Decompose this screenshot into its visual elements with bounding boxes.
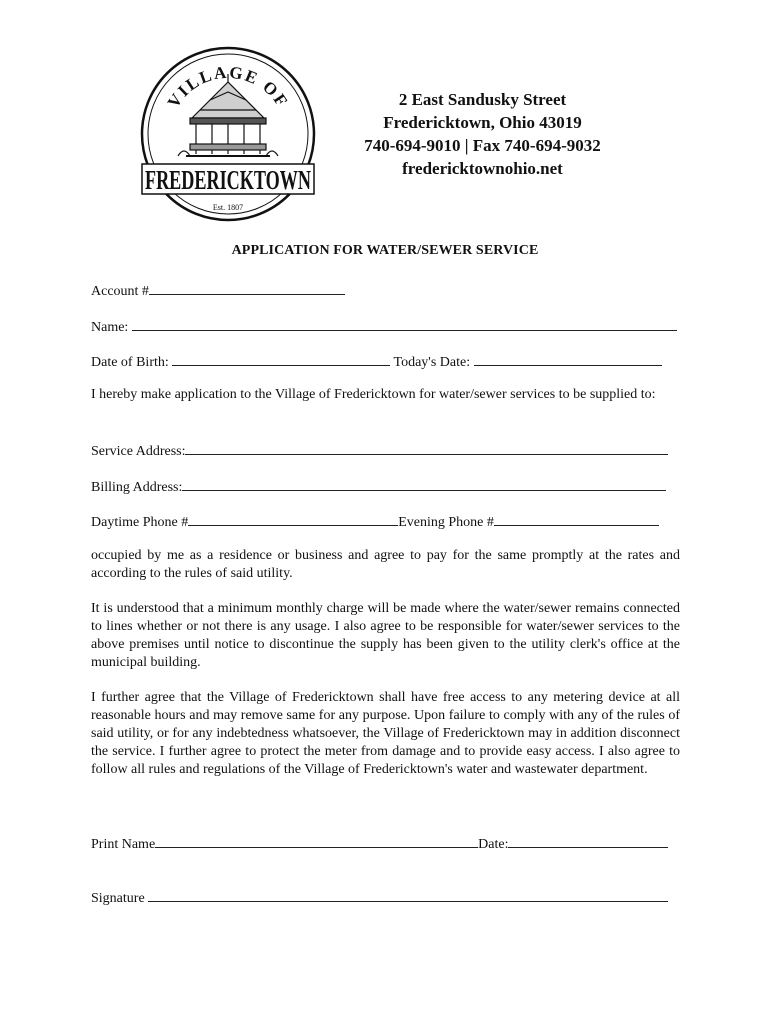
signature-label: Signature — [91, 891, 145, 906]
seal-arc-text: VILLAGE OF — [163, 62, 293, 112]
billing-address-field[interactable] — [182, 476, 666, 491]
service-address-row — [91, 440, 668, 460]
evening-phone-field[interactable] — [494, 511, 659, 526]
print-name-row — [91, 833, 668, 853]
daytime-phone-label: Daytime Phone # — [91, 515, 189, 530]
today-date-field[interactable] — [474, 351, 662, 366]
form-title: APPLICATION FOR WATER/SEWER SERVICE — [231, 243, 539, 258]
print-name-field[interactable] — [155, 833, 478, 848]
name-label: Name: — [91, 320, 129, 335]
residence-paragraph: occupied by me as a residence or business and agree to pay for the same promptly at the rates and according to the rules of said utility. — [91, 548, 680, 581]
signature-row — [91, 887, 668, 907]
date-field[interactable] — [508, 833, 668, 848]
service-address-label: Service Address: — [91, 444, 186, 459]
print-name-label: Print Name — [91, 837, 156, 852]
dob-row — [91, 351, 662, 371]
street-address: 2 East Sandusky Street — [398, 90, 567, 109]
intro-paragraph: I hereby make application to the Village of Fredericktown for water/sewer services to be supplied to: — [91, 387, 656, 402]
billing-address-label: Billing Address: — [91, 480, 183, 495]
seal-est-text: Est. 1807 — [212, 203, 244, 212]
address-block — [330, 88, 635, 180]
seal-town-name: FREDERICKTOWN — [145, 165, 312, 195]
phone-row — [91, 511, 659, 531]
phone-fax: 740-694-9010 | Fax 740-694-9032 — [364, 136, 601, 155]
account-field[interactable] — [149, 280, 345, 295]
village-seal-logo — [138, 44, 318, 224]
signature-field[interactable] — [148, 887, 668, 902]
service-address-field[interactable] — [185, 440, 668, 455]
today-date-label: Today's Date: — [393, 355, 471, 370]
access-paragraph: I further agree that the Village of Fredericktown shall have free access to any metering device at all reasonable hours and may remove same for any purpose. Upon failure to comply with any of the rules of said utility, or for any indebtedness whatsoever, the Village of Fredericktown may in addition disconnect the service. I further agree to protect the meter from damage and to provide easy access. I also agree to follow all rules and regulations of the Village of Fredericktown's water and wastewater department. — [91, 690, 680, 777]
minimum-charge-paragraph: It is understood that a minimum monthly charge will be made where the water/sewer remains connected to lines whether or not there is any usage. I also agree to be responsible for water/sewer services to the above premises until notice to discontinue the supply has been given to the utility clerk's office at the municipal building. — [91, 601, 680, 670]
billing-address-row — [91, 476, 666, 496]
account-row — [91, 280, 345, 300]
website: fredericktownohio.net — [402, 159, 563, 178]
evening-phone-label: Evening Phone # — [398, 515, 494, 530]
date-label: Date: — [478, 837, 509, 852]
city-state-zip: Fredericktown, Ohio 43019 — [383, 113, 582, 132]
daytime-phone-field[interactable] — [188, 511, 398, 526]
name-row — [91, 316, 677, 336]
dob-field[interactable] — [172, 351, 390, 366]
name-field[interactable] — [132, 316, 677, 331]
account-label: Account # — [91, 284, 149, 299]
dob-label: Date of Birth: — [91, 355, 169, 370]
